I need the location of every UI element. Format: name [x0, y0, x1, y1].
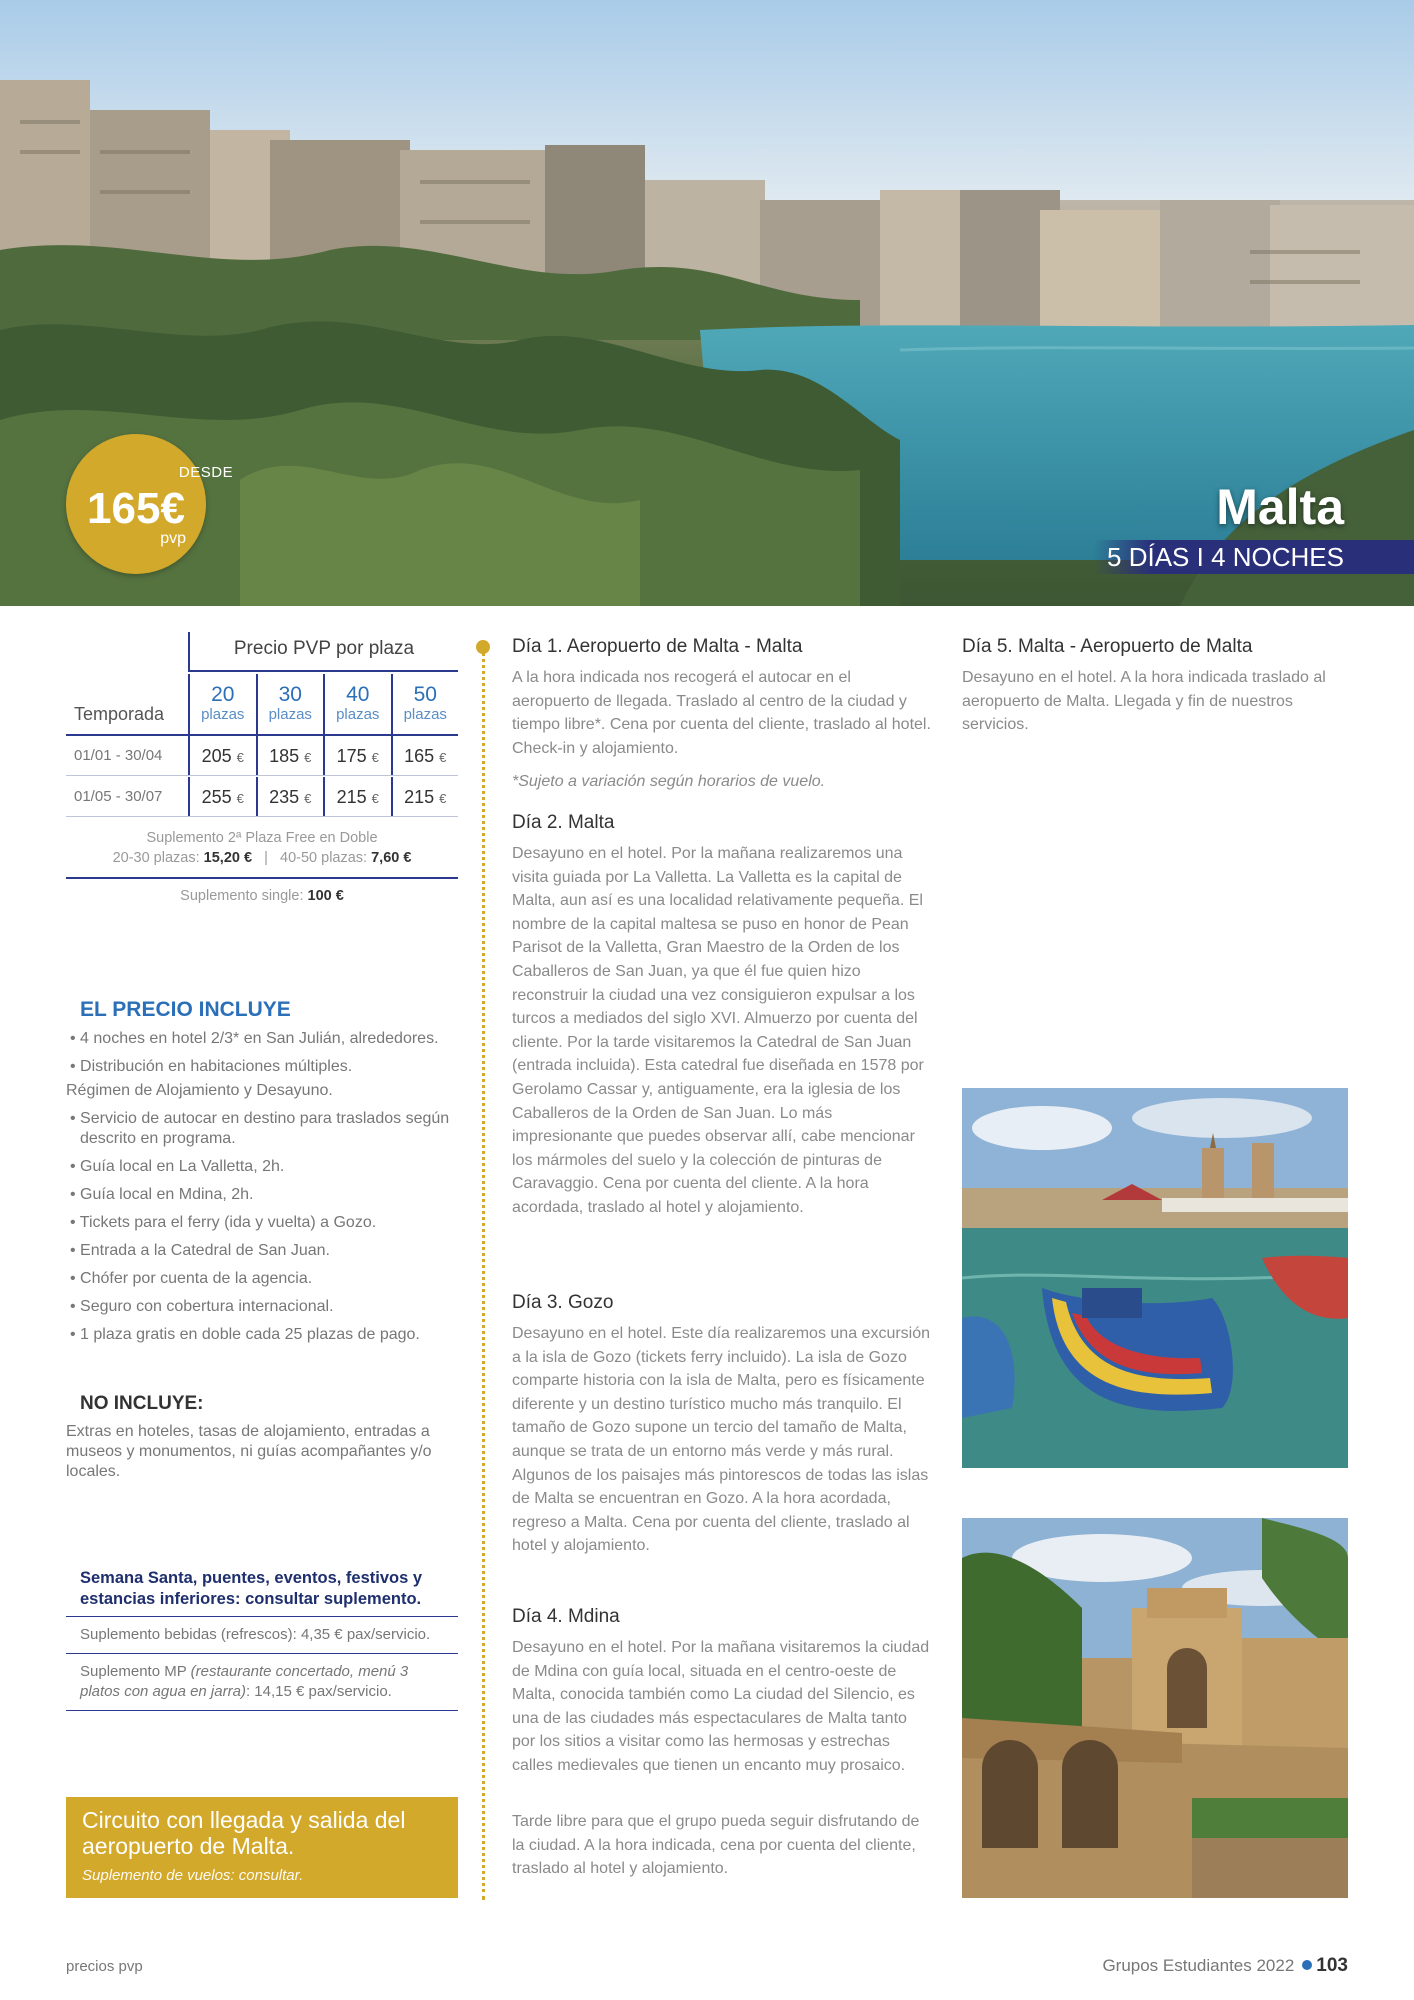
price-table-header-label: Precio PVP por plaza: [233, 638, 415, 659]
list-item: • Chófer por cuenta de la agencia.: [70, 1270, 313, 1287]
supplement-label: Suplemento single:: [180, 888, 304, 904]
circuit-title: Circuito con llegada y salida del aeropuerto de Malta.: [82, 1807, 406, 1859]
footer-publication: Grupos Estudiantes 2022: [1102, 1956, 1295, 1975]
extras-italic: (restaurante concertado, menú 3 platos con agua en jarra): [80, 1663, 409, 1700]
day-3-title: Día 3. Gozo: [512, 1292, 614, 1313]
price-column: [393, 674, 459, 734]
price-cell: [188, 777, 256, 816]
price-cell: [323, 777, 391, 816]
mdina-gate-illustration: [962, 1518, 1348, 1898]
extras-text: Suplemento MP: [80, 1663, 191, 1680]
day-2-text: Desayuno en el hotel. Por la mañana realizaremos una visita guiada por La Valletta. La Valletta es la capital de Malta, aun así es una localidad relativamente pequeña. El nombre de la capital maltesa se puso en honor de Pean Parisot de la Valletta, Gran Maestro de la Orden de los Caballeros de San Juan, ya que él fue quien hizo reconstruir la ciudad una vez consiguieron expulsar a los turcos a mediados del siglo XVI. Almuerzo por cuenta del cliente. Por la tarde visitaremos la Catedral de San Juan (entrada incluida). Esta catedral fue diseñada en 1578 por Gerolamo Cassar y, antiguamente, era la iglesia de los Caballeros de la Orden de San Juan. Lo más impresionante que puedes observar allí, cabe mencionar los mármoles del suelo y la colección de pinturas de Caravaggio. Cena por cuenta del cliente. A la hora acordada, traslado al hotel y alojamiento.: [512, 845, 924, 1216]
price-value: 255: [201, 787, 232, 807]
day-5-text: Desayuno en el hotel. A la hora indicada traslado al aeropuerto de Malta. Llegada y fin de nuestros servicios.: [962, 669, 1326, 734]
price-column: [325, 674, 393, 734]
single-supplement: [66, 888, 458, 904]
includes-title: EL PRECIO INCLUYE: [80, 998, 291, 1021]
price-value: 165: [404, 746, 435, 766]
list-item: • Guía local en Mdina, 2h.: [70, 1186, 254, 1203]
list-item: • Guía local en La Valletta, 2h.: [70, 1158, 285, 1175]
dotted-divider: [482, 652, 485, 1900]
not-included-text: Extras en hoteles, tasas de alojamiento, entradas a museos y monumentos, ni guías acompañantes y/o locales.: [66, 1423, 432, 1480]
includes-list: [66, 1029, 466, 1353]
currency: €: [439, 791, 447, 806]
circuit-info-box: [66, 1797, 458, 1898]
currency: €: [236, 791, 244, 806]
price-badge-suffix: pvp: [160, 530, 186, 547]
day-1-title: Día 1. Aeropuerto de Malta - Malta: [512, 636, 803, 657]
day-4-title: Día 4. Mdina: [512, 1606, 620, 1627]
column-seats: 20: [211, 683, 235, 706]
price-table-columns: [188, 674, 458, 734]
extras-heading: Semana Santa, puentes, eventos, festivos y estancias inferiores: consultar suplemento.: [66, 1568, 458, 1617]
currency: €: [236, 750, 244, 765]
price-badge: [66, 434, 234, 574]
price-value: 215: [404, 787, 435, 807]
column-seats: 50: [413, 683, 437, 706]
list-item: • Servicio de autocar en destino para traslados según descrito en programa.: [70, 1110, 450, 1147]
column-seats: 30: [278, 683, 302, 706]
column-unit: plazas: [201, 706, 245, 723]
footer-left-label: precios pvp: [66, 1958, 143, 1975]
double-room-supplement: [66, 828, 458, 868]
season-column-label: Temporada: [74, 704, 165, 724]
price-badge-prefix: DESDE: [178, 464, 234, 481]
day-3-text: Desayuno en el hotel. Este día realizaremos una excursión a la isla de Gozo (tickets ferry incluido). La isla de Gozo comparte historia con la isla de Malta, pero es físicamente diferente y un destino turístico mucho más tranquilo. El tamaño de Gozo supone un tercio del tamaño de Malta, aunque se trata de un entorno más verde y más rural. Algunos de los paisajes más pintorescos de todas las islas de Malta se encuentran en Gozo. A la hora acordada, regreso a Malta. Cena por cuenta del cliente, traslado al hotel y alojamiento.: [512, 1325, 931, 1555]
harbour-boats-illustration: [962, 1088, 1348, 1468]
supplement-label: 40-50 plazas:: [280, 850, 368, 866]
list-item: • 1 plaza gratis en doble cada 25 plazas de pago.: [70, 1326, 420, 1343]
price-badge-amount: 165€: [87, 484, 185, 533]
list-item: • Distribución en habitaciones múltiples.: [70, 1058, 353, 1075]
price-cell: [391, 777, 459, 816]
currency: €: [304, 791, 312, 806]
table-row: [66, 777, 458, 817]
extras-row: Suplemento bebidas (refrescos): 4,35 € pax/servicio.: [66, 1617, 458, 1654]
day-2-title: Día 2. Malta: [512, 812, 615, 833]
note-italic: *Sujeto a variación según horarios de vuelo.: [512, 773, 826, 790]
price-value: 205: [201, 746, 232, 766]
list-item: Régimen de Alojamiento y Desayuno.: [66, 1082, 333, 1099]
season-dates: 01/01 - 30/04: [74, 747, 163, 764]
price-value: 175: [336, 746, 367, 766]
day-1-note: [512, 770, 932, 794]
column-unit: plazas: [336, 706, 380, 723]
supplement-title: Suplemento 2ª Plaza Free en Doble: [146, 830, 378, 846]
extras-row: [66, 1654, 458, 1711]
price-table-header: [188, 632, 458, 672]
currency: €: [371, 791, 379, 806]
currency: €: [304, 750, 312, 765]
destination-title: Malta: [1216, 479, 1344, 535]
supplement-value: 100 €: [307, 888, 344, 904]
list-item: • Seguro con cobertura internacional.: [70, 1298, 334, 1315]
extras-box: [66, 1568, 458, 1711]
column-unit: plazas: [403, 706, 447, 723]
dot-icon: [1302, 1960, 1312, 1970]
day-4-text: Desayuno en el hotel. Por la mañana visitaremos la ciudad de Mdina con guía local, situada en el centro-oeste de Malta, conocida también como La ciudad del Silencio, es una de las ciudades más espectaculares de Malta tanto por los sitios a visitar como las hermosas y estrechas calles medievales que tienen un encanto muy prosaico.: [512, 1639, 930, 1774]
supplement-values: [66, 848, 458, 868]
supplement-value: 15,20 €: [203, 850, 253, 866]
price-value: 235: [269, 787, 300, 807]
day-1-text: A la hora indicada nos recogerá el autocar en el aeropuerto de llegada. Traslado al centro de la ciudad y tiempo libre*. Cena por cuenta del cliente, traslado al hotel. Check-in y alojamiento.: [512, 669, 931, 757]
table-row: [66, 736, 458, 776]
supplement-label: 20-30 plazas:: [112, 850, 200, 866]
hero-photo: [0, 0, 1414, 606]
harbour-boats-photo: [962, 1088, 1348, 1468]
list-item: • Entrada a la Catedral de San Juan.: [70, 1242, 330, 1259]
column-unit: plazas: [268, 706, 312, 723]
footer-page-info: [1102, 1955, 1348, 1977]
table-divider: [66, 877, 458, 879]
price-value: 185: [269, 746, 300, 766]
separator: |: [264, 850, 268, 866]
price-cell: [256, 777, 324, 816]
price-cell: [391, 736, 459, 775]
price-column: [190, 674, 258, 734]
currency: €: [371, 750, 379, 765]
trip-duration: 5 DÍAS I 4 NOCHES: [1094, 540, 1414, 574]
not-included-title: NO INCLUYE:: [80, 1393, 204, 1414]
page-number: 103: [1316, 1955, 1348, 1976]
extras-text: : 14,15 € pax/servicio.: [245, 1683, 392, 1700]
circuit-subtitle: Suplemento de vuelos: consultar.: [82, 1867, 304, 1884]
season-dates: 01/05 - 30/07: [74, 788, 163, 805]
currency: €: [439, 750, 447, 765]
price-cell: [323, 736, 391, 775]
day-5-title: Día 5. Malta - Aeropuerto de Malta: [962, 636, 1253, 657]
day-4-text-afternoon: Tarde libre para que el grupo pueda seguir disfrutando de la ciudad. A la hora indicada, cena por cuenta del cliente, traslado al hotel y alojamiento.: [512, 1813, 920, 1878]
price-value: 215: [336, 787, 367, 807]
price-cell: [188, 736, 256, 775]
list-item: • 4 noches en hotel 2/3* en San Julián, alrededores.: [70, 1030, 439, 1047]
column-seats: 40: [346, 683, 370, 706]
price-cell: [256, 736, 324, 775]
mdina-gate-photo: [962, 1518, 1348, 1898]
supplement-value: 7,60 €: [371, 850, 412, 866]
price-column: [258, 674, 326, 734]
list-item: • Tickets para el ferry (ida y vuelta) a Gozo.: [70, 1214, 377, 1231]
malta-bay-illustration: [0, 0, 1414, 606]
